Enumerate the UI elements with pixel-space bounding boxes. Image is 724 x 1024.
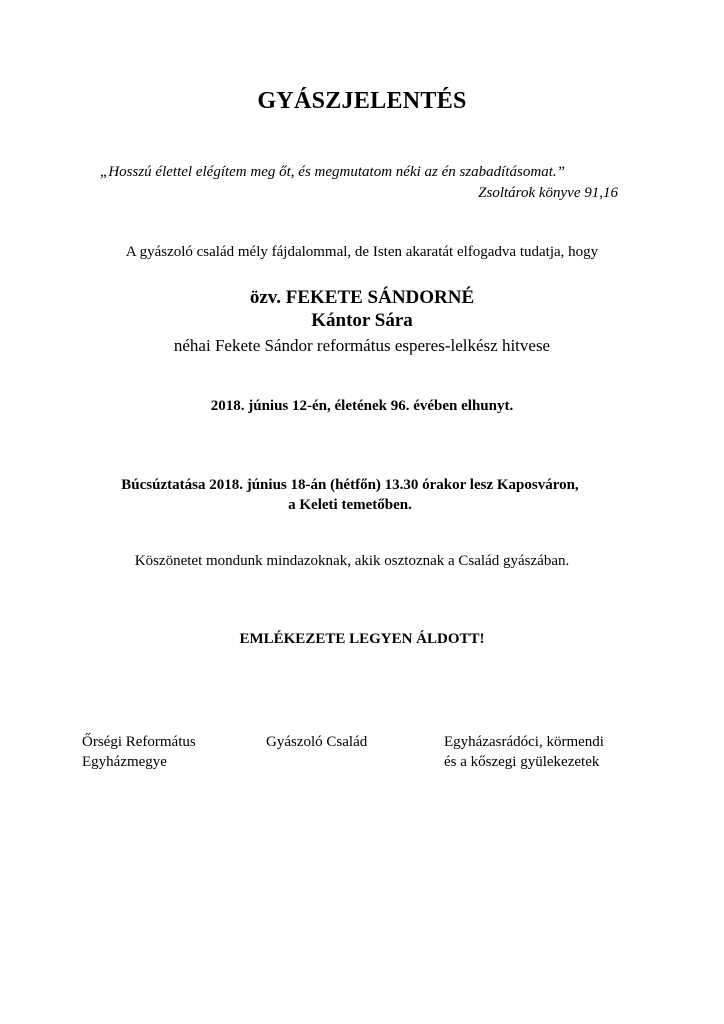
funeral-line-2: a Keleti temetőben. xyxy=(288,497,412,513)
signature-left-line-2: Egyházmegye xyxy=(82,754,167,770)
bible-quote-reference: Zsoltárok könyve 91,16 xyxy=(478,185,618,201)
signature-right-line-2: és a kőszegi gyülekezetek xyxy=(444,754,600,770)
signature-left-line-1: Őrségi Református xyxy=(82,734,196,750)
spouse-line: néhai Fekete Sándor református esperes-lelkész hitvese xyxy=(173,336,551,355)
notice-title: GYÁSZJELENTÉS xyxy=(257,88,467,114)
bible-quote: „Hosszú élettel elégítem meg őt, és megmutatom néki az én szabadításomat.” xyxy=(100,164,565,180)
funeral-line-1: Búcsúztatása 2018. június 18-án (hétfőn) 13.30 órakor lesz Kaposváron, xyxy=(121,477,579,493)
deceased-maiden-name: Kántor Sára xyxy=(311,310,413,331)
blessing-line: EMLÉKEZETE LEGYEN ÁLDOTT! xyxy=(239,631,485,647)
intro-text: A gyászoló család mély fájdalommal, de Isten akaratát elfogadva tudatja, hogy xyxy=(125,244,599,260)
signature-middle: Gyászoló Család xyxy=(266,734,368,750)
signature-family xyxy=(266,732,367,752)
signature-congregations xyxy=(444,732,604,772)
signature-right-line-1: Egyházasrádóci, körmendi xyxy=(444,734,604,750)
death-date-line: 2018. június 12-én, életének 96. évében elhunyt. xyxy=(210,398,514,414)
thanks-line: Köszönetet mondunk mindazoknak, akik osztoznak a Család gyászában. xyxy=(134,553,570,569)
deceased-name: özv. FEKETE SÁNDORNÉ xyxy=(249,287,475,308)
signature-church-district xyxy=(82,732,196,772)
